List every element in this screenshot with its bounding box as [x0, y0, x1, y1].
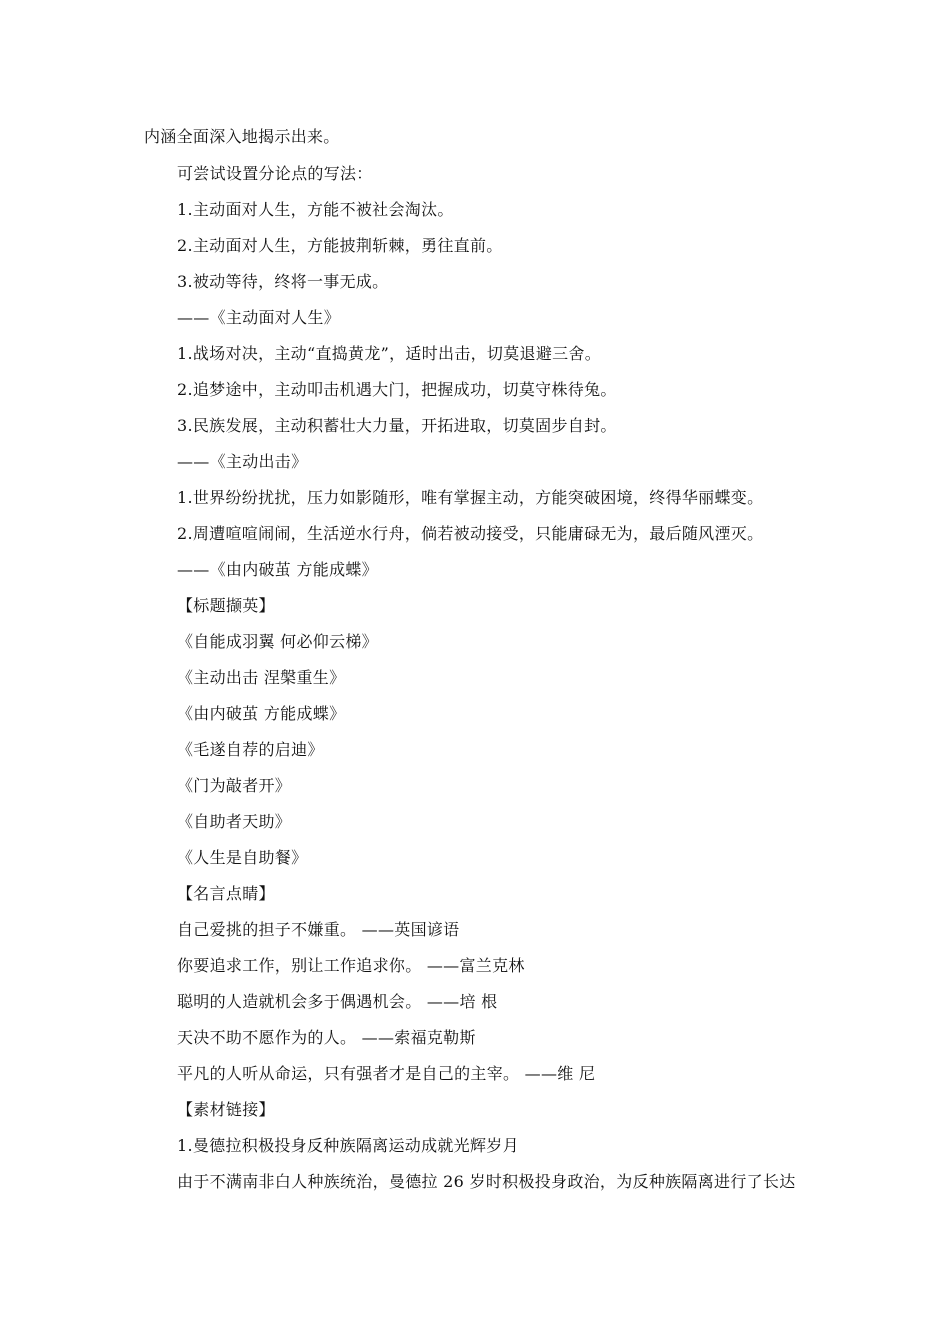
- quote-item: 平凡的人听从命运，只有强者才是自己的主宰。 ——维 尼: [177, 1064, 596, 1083]
- section-heading: 【标题撷英】: [177, 596, 275, 615]
- title-item: 《毛遂自荐的启迪》: [177, 740, 324, 759]
- title-item: 《由内破茧 方能成蝶》: [177, 704, 346, 723]
- title-item: 《自能成羽翼 何必仰云梯》: [177, 632, 378, 651]
- list-item: 1.主动面对人生，方能不被社会淘汰。: [177, 200, 454, 219]
- list-item: 3.被动等待，终将一事无成。: [177, 272, 389, 291]
- source-title: ——《由内破茧 方能成蝶》: [177, 560, 378, 579]
- title-item: 《自助者天助》: [177, 812, 292, 831]
- section-heading: 【名言点睛】: [177, 884, 275, 903]
- quote-item: 聪明的人造就机会多于偶遇机会。 ——培 根: [177, 992, 498, 1011]
- title-item: 《人生是自助餐》: [177, 848, 308, 867]
- paragraph-continuation: 内涵全面深入地揭示出来。: [144, 127, 340, 146]
- list-item: 1.战场对决，主动“直捣黄龙”，适时出击，切莫退避三舍。: [177, 344, 602, 363]
- source-title: ——《主动出击》: [177, 452, 308, 471]
- list-item: 2.追梦途中，主动叩击机遇大门，把握成功，切莫守株待兔。: [177, 380, 617, 399]
- list-item: 1.世界纷纷扰扰，压力如影随形，唯有掌握主动，方能突破困境，终得华丽蝶变。: [177, 488, 764, 507]
- section-heading: 【素材链接】: [177, 1100, 275, 1119]
- title-item: 《门为敲者开》: [177, 776, 292, 795]
- intro-line: 可尝试设置分论点的写法：: [177, 164, 373, 183]
- title-item: 《主动出击 涅槃重生》: [177, 668, 346, 687]
- material-paragraph: 由于不满南非白人种族统治，曼德拉 26 岁时积极投身政治，为反种族隔离进行了长达: [177, 1172, 796, 1191]
- list-item: 2.主动面对人生，方能披荆斩棘，勇往直前。: [177, 236, 503, 255]
- source-title: ——《主动面对人生》: [177, 308, 341, 327]
- quote-item: 天决不助不愿作为的人。 ——索福克勒斯: [177, 1028, 476, 1047]
- list-item: 3.民族发展，主动积蓄壮大力量，开拓进取，切莫固步自封。: [177, 416, 617, 435]
- material-heading: 1.曼德拉积极投身反种族隔离运动成就光辉岁月: [177, 1136, 519, 1155]
- quote-item: 你要追求工作，别让工作追求你。 ——富兰克林: [177, 956, 525, 975]
- quote-item: 自己爱挑的担子不嫌重。 ——英国谚语: [177, 920, 460, 939]
- list-item: 2.周遭喧喧闹闹，生活逆水行舟，倘若被动接受，只能庸碌无为，最后随风湮灭。: [177, 524, 764, 543]
